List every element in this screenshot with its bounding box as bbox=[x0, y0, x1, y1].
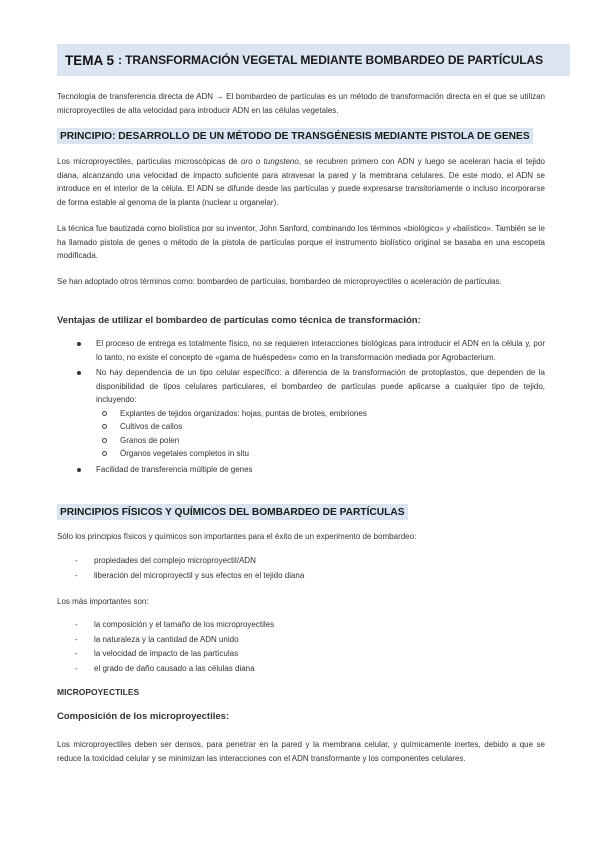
page-title: : TRANSFORMACIÓN VEGETAL MEDIANTE BOMBARDEO DE PARTÍCULAS bbox=[118, 53, 543, 67]
list-item bbox=[57, 337, 545, 364]
advantages-heading: Ventajas de utilizar el bombardeo de partículas como técnica de transformación: bbox=[57, 315, 421, 326]
list-item-text: Facilidad de transferencia múltiple de genes bbox=[96, 464, 253, 474]
principle-paragraph-1: Los microproyectiles, partículas microscópicas de oro o tungsteno, se recubren primero con ADN y luego se aceleran hacia el tejido diana, alcanzando una velocidad de impacto suficiente para atravesar la pared y la membrana celulares. De este modo, el ADN se introduce en el interior de la célula. El ADN se difunde desde las partículas y puede expresarse transitoriamente o incluso incorporarse de forma estable al genoma de la planta (nuclear u organelar). bbox=[57, 157, 545, 207]
most-important-list bbox=[57, 618, 545, 676]
topic-number: TEMA 5 bbox=[65, 52, 115, 68]
section-heading-physical-chemical: PRINCIPIOS FÍSICOS Y QUÍMICOS DEL BOMBARDEO DE PARTÍCULAS bbox=[57, 504, 408, 520]
list-item bbox=[57, 366, 545, 461]
composition-heading: Composición de los microproyectiles: bbox=[57, 711, 230, 722]
tissue-types-sublist bbox=[96, 407, 545, 461]
list-item: - el grado de daño causado a las células diana bbox=[75, 663, 255, 673]
intro-paragraph: Tecnología de transferencia directa de ADN → El bombardeo de partículas es un método de transformación directa en el que se utilizan microproyectiles de alta velocidad para introducir ADN en las células vegetales. bbox=[57, 92, 545, 115]
sub-list-item: Explantes de tejidos organizados: hojas, puntas de brotes, embriones bbox=[96, 407, 545, 421]
list-item: - la naturaleza y la cantidad de ADN unido bbox=[75, 634, 239, 644]
list-item-text: No hay dependencia de un tipo celular específico: a diferencia de la transformación de protoplastos, que dependen de la disponibilidad de tipos celulares particulares, el bombardeo de partículas puede aplicarse a cualquier tipo de tejido, incluyendo: bbox=[96, 368, 545, 404]
circle-bullet-icon bbox=[102, 411, 107, 416]
sub-list-item: Órganos vegetales completos in situ bbox=[96, 447, 545, 461]
list-item: - propiedades del complejo microproyectil/ADN bbox=[75, 556, 256, 565]
list-item bbox=[57, 463, 545, 477]
principles-list bbox=[57, 554, 545, 583]
circle-bullet-icon bbox=[102, 424, 107, 429]
composition-paragraph: Los microproyectiles deben ser densos, para penetrar en la pared y la membrana celular, y químicamente inertes, debido a que se reduce la toxicidad celular y se minimizan las interacciones con el ADN transformante y los componentes celulares. bbox=[57, 740, 545, 763]
principle-paragraph-2: La técnica fue bautizada como biolística por su inventor, John Sanford, combinando los términos «biológico» y «balístico». También se le ha llamado pistola de genes o método de la pistola de partículas porque el instrumento biolístico original se basaba en una escopeta modificada. bbox=[57, 224, 545, 260]
bullet-icon bbox=[77, 342, 81, 346]
advantages-list bbox=[57, 337, 545, 478]
microprojectiles-heading: MICROPOYECTILES bbox=[57, 687, 140, 697]
principle-paragraph-3: Se han adoptado otros términos como: bombardeo de partículas, bombardeo de microproyectiles o aceleración de partículas. bbox=[57, 277, 502, 286]
bullet-icon bbox=[77, 468, 81, 472]
sub-list-item: Granos de polen bbox=[96, 434, 545, 448]
list-item: - la composición y el tamaño de los microproyectiles bbox=[75, 620, 275, 629]
title-banner bbox=[57, 44, 570, 76]
section-heading-principle: PRINCIPIO: DESARROLLO DE UN MÉTODO DE TRANSGÉNESIS MEDIANTE PISTOLA DE GENES bbox=[57, 128, 533, 144]
sub-list-item: Cultivos de callos bbox=[96, 420, 545, 434]
circle-bullet-icon bbox=[102, 451, 107, 456]
list-item: - liberación del microproyectil y sus efectos en el tejido diana bbox=[75, 570, 305, 580]
most-important-label: Los más importantes son: bbox=[57, 597, 149, 606]
list-item: - la velocidad de impacto de las partículas bbox=[75, 649, 239, 658]
bullet-icon bbox=[77, 371, 81, 375]
list-item-text: El proceso de entrega es totalmente físico, no se requieren interacciones biológicas para introducir el ADN en la célula y, por lo tanto, no existe el concepto de «gama de huéspedes» como en la transformación mediada por Agrobacterium. bbox=[96, 339, 545, 362]
circle-bullet-icon bbox=[102, 438, 107, 443]
principles-intro: Sólo los principios físicos y químicos son importantes para el éxito de un experimento de bombardeo: bbox=[57, 532, 417, 541]
